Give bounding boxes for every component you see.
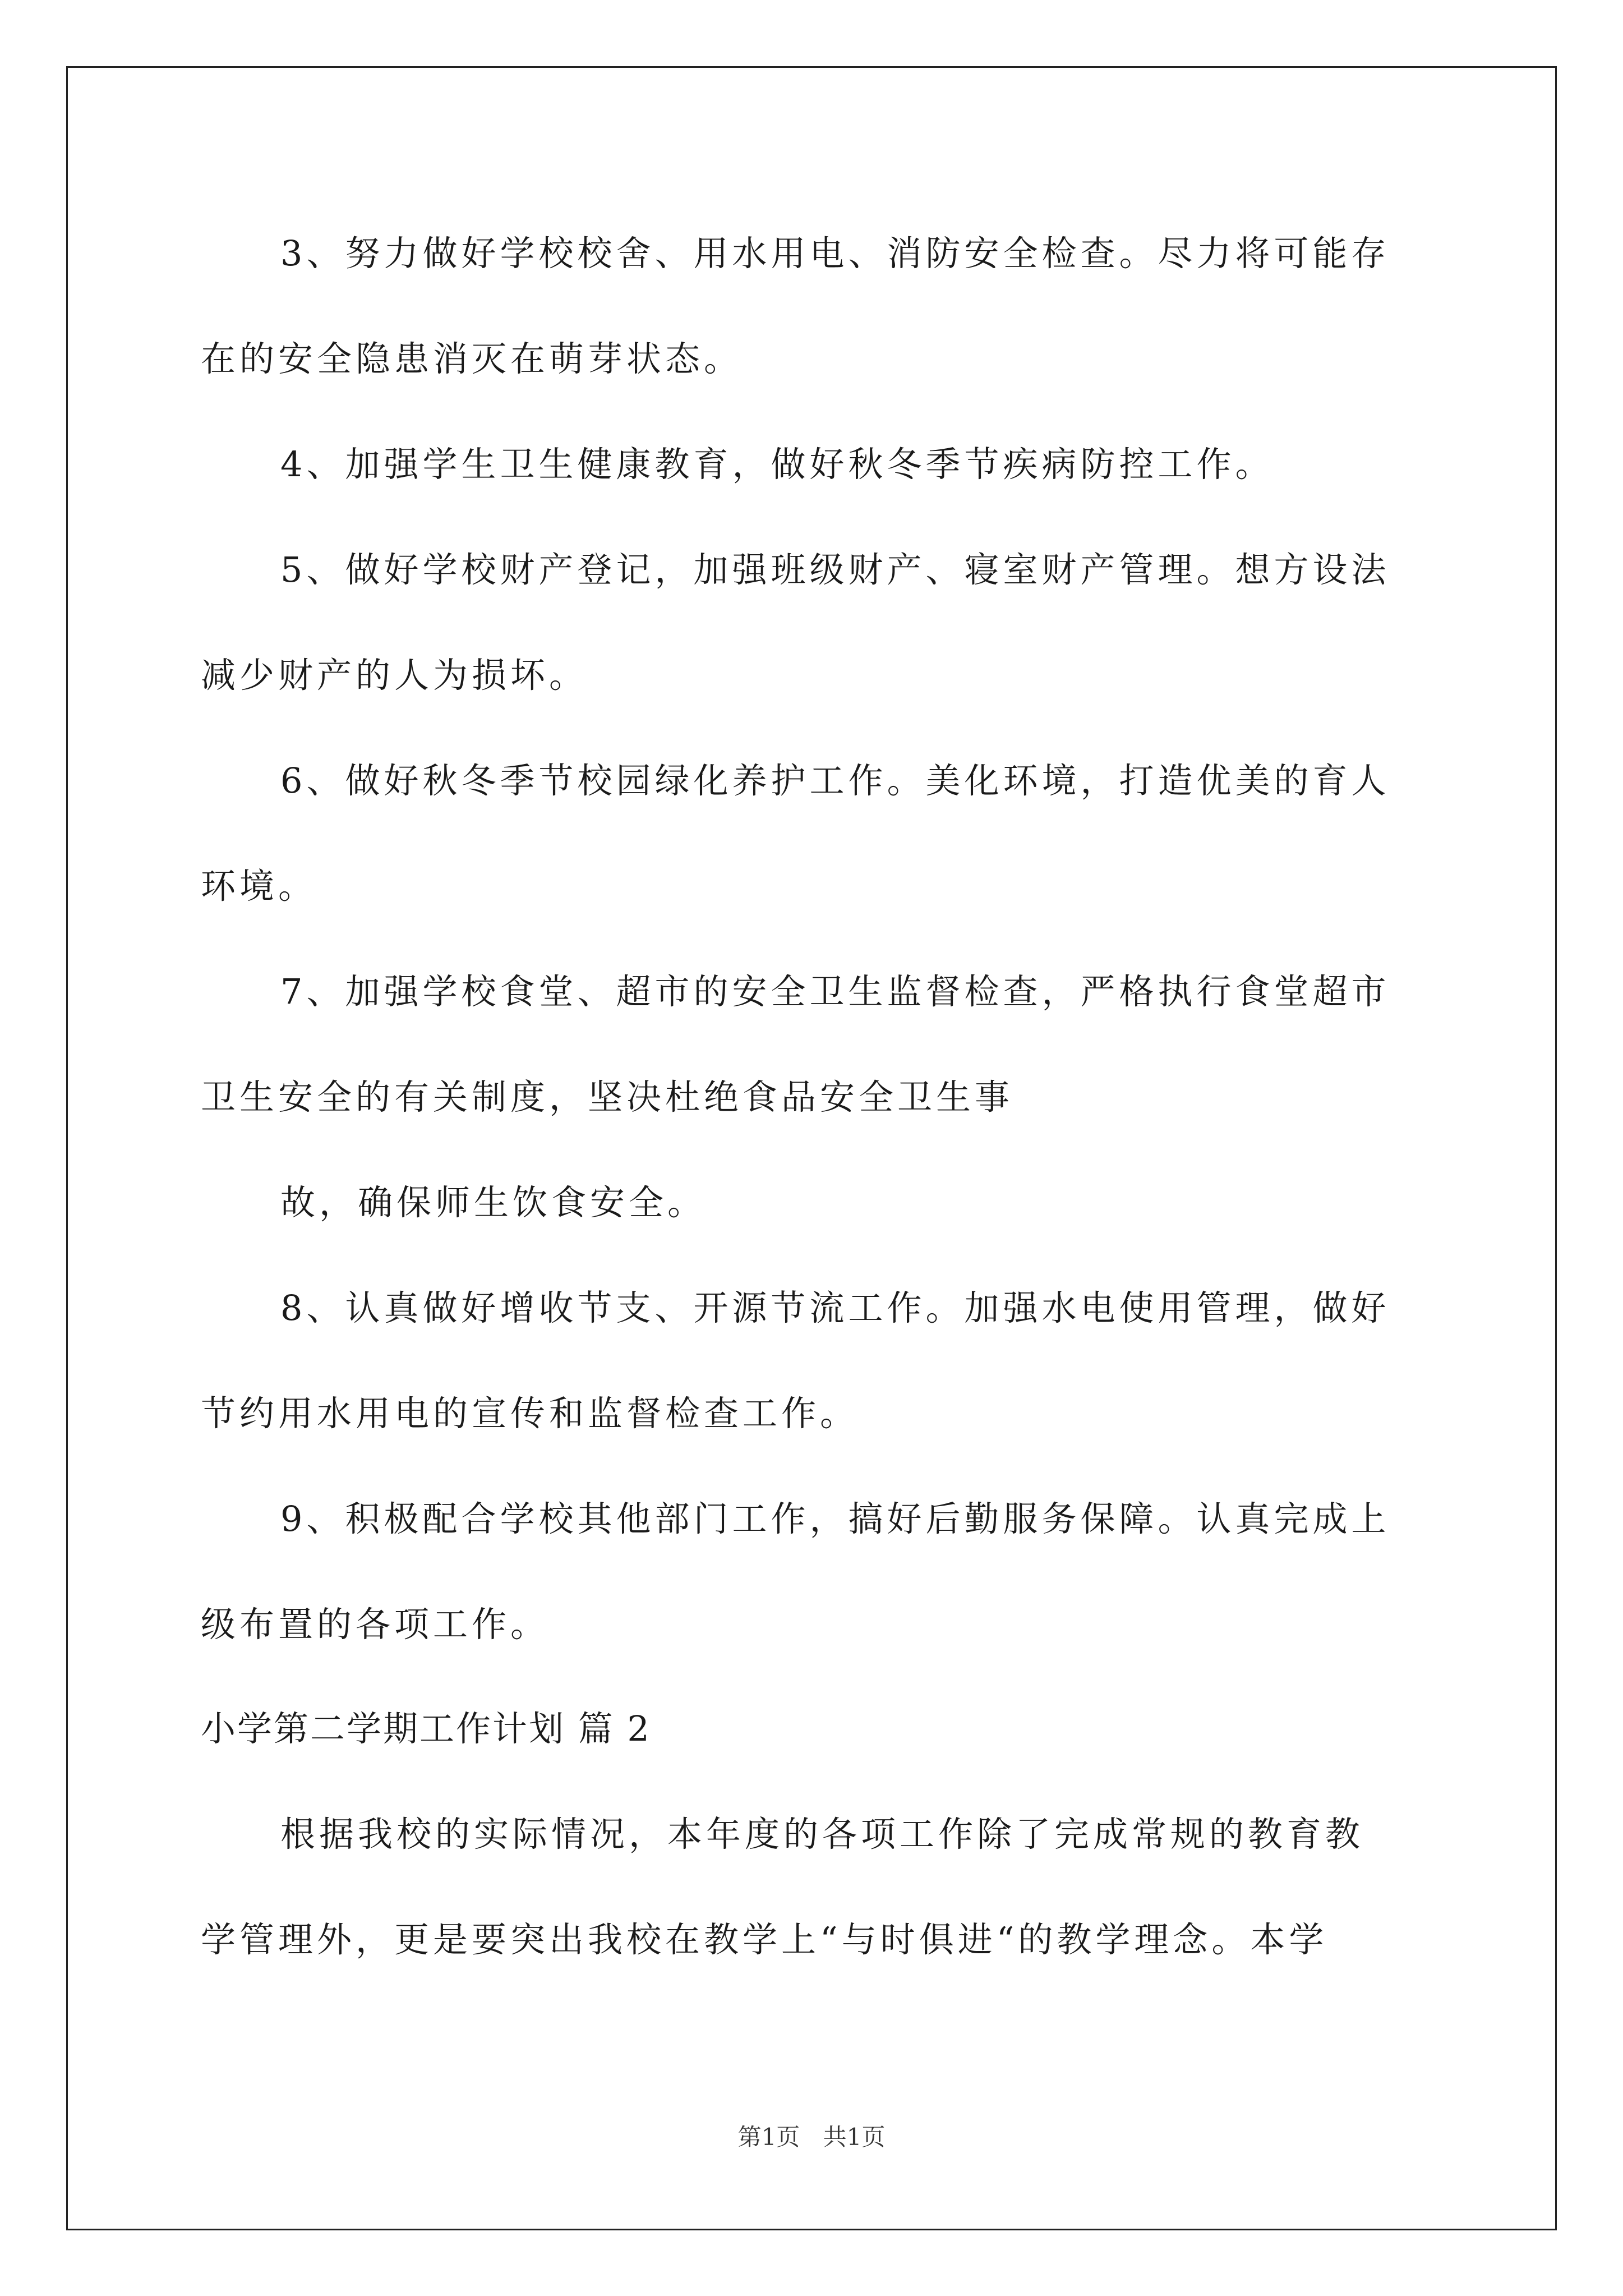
paragraph-line: 学管理外，更是要突出我校在教学上“与时俱进“的教学理念。本学 xyxy=(201,1919,1328,1960)
page-number: 第1页 xyxy=(737,2123,800,2151)
paragraph-line: 在的安全隐患消灭在萌芽状态。 xyxy=(201,338,743,379)
paragraph-line: 根据我校的实际情况，本年度的各项工作除了完成常规的教育教 xyxy=(280,1814,1364,1855)
paragraph-line: 4、加强学生卫生健康教育，做好秋冬季节疾病防控工作。 xyxy=(280,444,1274,485)
page-total: 共1页 xyxy=(823,2123,886,2151)
page-frame xyxy=(66,66,1557,2230)
paragraph-line: 卫生安全的有关制度，坚决杜绝食品安全卫生事 xyxy=(201,1076,1014,1117)
paragraph-line: 9、积极配合学校其他部门工作，搞好后勤服务保障。认真完成上 xyxy=(280,1498,1390,1539)
paragraph-line: 6、做好秋冬季节校园绿化养护工作。美化环境，打造优美的育人 xyxy=(280,760,1390,801)
paragraph-line: 7、加强学校食堂、超市的安全卫生监督检查，严格执行食堂超市 xyxy=(280,971,1390,1012)
paragraph-line: 5、做好学校财产登记，加强班级财产、寝室财产管理。想方设法 xyxy=(280,549,1390,590)
paragraph-line: 级布置的各项工作。 xyxy=(201,1604,550,1645)
paragraph-line: 8、认真做好增收节支、开源节流工作。加强水电使用管理，做好 xyxy=(280,1287,1390,1328)
section-heading: 小学第二学期工作计划 篇 2 xyxy=(201,1708,651,1749)
paragraph-line: 故，确保师生饮食安全。 xyxy=(280,1182,707,1223)
page-footer xyxy=(0,2120,1623,2154)
paragraph-line: 环境。 xyxy=(201,866,317,907)
paragraph-line: 减少财产的人为损坏。 xyxy=(201,655,588,696)
paragraph-line: 3、努力做好学校校舍、用水用电、消防安全检查。尽力将可能存 xyxy=(280,233,1390,274)
paragraph-line: 节约用水用电的宣传和监督检查工作。 xyxy=(201,1393,859,1434)
